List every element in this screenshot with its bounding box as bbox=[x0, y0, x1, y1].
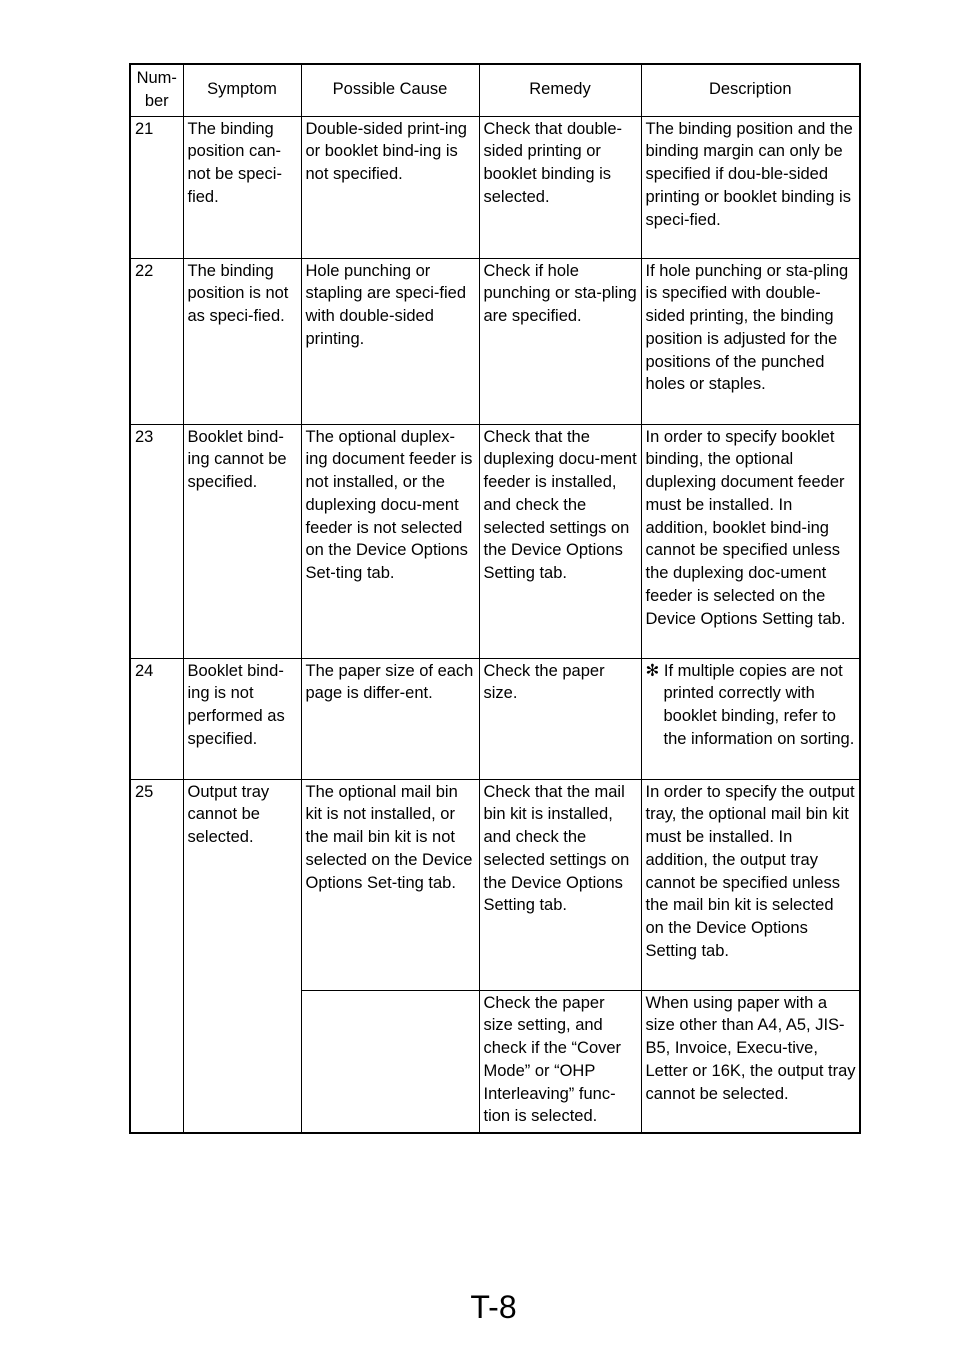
row-remedy: Check that the mail bin kit is installed, and check the selected settings on the Device Options Setting tab. bbox=[479, 779, 641, 990]
row-number: 24 bbox=[130, 658, 183, 779]
header-remedy: Remedy bbox=[479, 64, 641, 116]
row-cause: The paper size of each page is differ-ent. bbox=[301, 658, 479, 779]
row-remedy: Check that the duplexing docu-ment feeder is installed, and check the selected settings on the Device Options Setting tab. bbox=[479, 424, 641, 658]
table-row bbox=[130, 658, 860, 779]
header-number: Num- ber bbox=[130, 64, 183, 116]
row-symptom: Booklet bind-ing cannot be specified. bbox=[183, 424, 301, 658]
header-possible-cause: Possible Cause bbox=[301, 64, 479, 116]
row-description: When using paper with a size other than A4, A5, JIS-B5, Invoice, Execu-tive, Letter or 16K, the output tray cannot be selected. bbox=[641, 990, 860, 1133]
row-remedy: Check the paper size. bbox=[479, 658, 641, 779]
row-description bbox=[641, 658, 860, 779]
row-number: 21 bbox=[130, 116, 183, 258]
troubleshooting-table bbox=[129, 63, 861, 1134]
table-header-row bbox=[130, 64, 860, 116]
table-row bbox=[130, 779, 860, 990]
page-number: T-8 bbox=[470, 1289, 517, 1325]
row-symptom: Output tray cannot be selected. bbox=[183, 779, 301, 1133]
row-symptom: The binding position is not as speci-fied. bbox=[183, 258, 301, 424]
row-description: The binding position and the binding margin can only be specified if dou-ble-sided printing or booklet binding is speci-fied. bbox=[641, 116, 860, 258]
table-row bbox=[130, 116, 860, 258]
row-cause: The optional mail bin kit is not installed, or the mail bin kit is not selected on the Device Options Set-ting tab. bbox=[301, 779, 479, 990]
table-row bbox=[130, 424, 860, 658]
row-cause: Hole punching or stapling are speci-fied with double-sided printing. bbox=[301, 258, 479, 424]
row-description: If hole punching or sta-pling is specified with double-sided printing, the binding position is adjusted for the positions of the punched holes or staples. bbox=[641, 258, 860, 424]
row-remedy: Check that double-sided printing or booklet binding is selected. bbox=[479, 116, 641, 258]
row-number: 25 bbox=[130, 779, 183, 1133]
row-remedy: Check the paper size setting, and check if the “Cover Mode” or “OHP Interleaving” func-tion is selected. bbox=[479, 990, 641, 1133]
header-symptom: Symptom bbox=[183, 64, 301, 116]
header-description: Description bbox=[641, 64, 860, 116]
row-symptom: Booklet bind-ing is not performed as specified. bbox=[183, 658, 301, 779]
row-symptom: The binding position can-not be speci-fied. bbox=[183, 116, 301, 258]
row-cause: The optional duplex-ing document feeder is not installed, or the duplexing docu-ment feeder is not selected on the Device Options Set-ting tab. bbox=[301, 424, 479, 658]
row-number: 22 bbox=[130, 258, 183, 424]
row-description: In order to specify booklet binding, the optional duplexing document feeder must be installed. In addition, booklet bind-ing cannot be specified unless the duplexing doc-ument feeder is selected on the Device Options Setting tab. bbox=[641, 424, 860, 658]
row-description: In order to specify the output tray, the optional mail bin kit must be installed. In addition, the output tray cannot be specified unless the mail bin kit is selected on the Device Options Setting tab. bbox=[641, 779, 860, 990]
row-remedy: Check if hole punching or sta-pling are specified. bbox=[479, 258, 641, 424]
table-row bbox=[130, 258, 860, 424]
row-number: 23 bbox=[130, 424, 183, 658]
row-cause: Double-sided print-ing or booklet bind-ing is not specified. bbox=[301, 116, 479, 258]
row-cause-empty bbox=[301, 990, 479, 1133]
sorting-note: ✻ If multiple copies are not printed correctly with booklet binding, refer to the information on sorting. bbox=[645, 661, 855, 748]
